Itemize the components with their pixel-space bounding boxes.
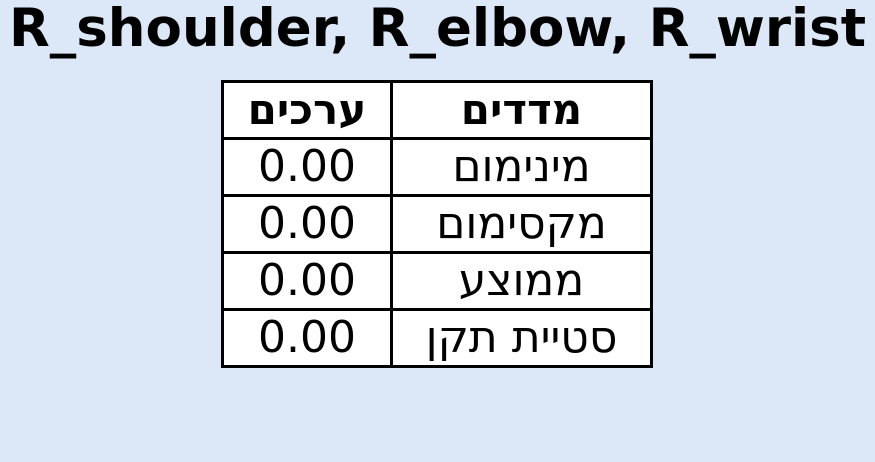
cell-metric-max: מקסימום [392, 196, 652, 253]
table-row [223, 139, 652, 196]
cell-value-max: 0.00 [223, 196, 392, 253]
cell-value-min: 0.00 [223, 139, 392, 196]
cell-value-mean: 0.00 [223, 253, 392, 310]
table-header-row [223, 82, 652, 139]
table-row [223, 253, 652, 310]
header-values: ערכים [223, 82, 392, 139]
stats-table [221, 80, 653, 368]
chart-title: R_shoulder, R_elbow, R_wrist [8, 0, 867, 59]
cell-metric-mean: ממוצע [392, 253, 652, 310]
table-row [223, 196, 652, 253]
table-row [223, 310, 652, 367]
cell-value-std: 0.00 [223, 310, 392, 367]
header-metrics: מדדים [392, 82, 652, 139]
cell-metric-min: מינימום [392, 139, 652, 196]
cell-metric-std: סטיית תקן [392, 310, 652, 367]
